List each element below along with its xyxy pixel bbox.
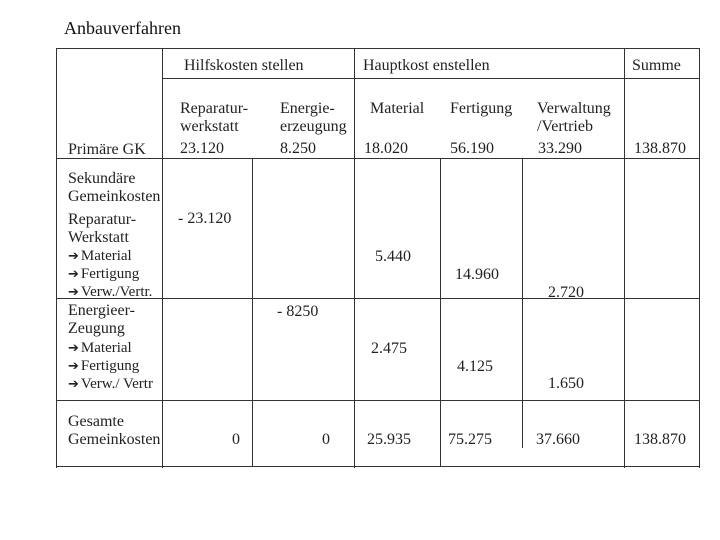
energie-item-material: ➔ Material [68, 340, 132, 356]
primary-summe: 138.870 [634, 140, 686, 157]
col-divider-energie [354, 48, 355, 468]
reparatur-item-verwaltung: ➔ Verw./Vertr. [68, 284, 153, 300]
total-material: 25.935 [367, 431, 411, 448]
table-left-border [56, 48, 57, 468]
reparatur-block-label: Reparatur- Werkstatt [68, 211, 137, 246]
energie-item-verwaltung: ➔ Verw./ Vertr [68, 376, 153, 392]
primary-row-divider [56, 158, 700, 159]
table-bottom-border [56, 466, 700, 467]
primary-reparatur: 23.120 [180, 140, 224, 157]
energie-item-fertigung: ➔ Fertigung [68, 358, 140, 374]
reparatur-item-fertigung: ➔ Fertigung [68, 266, 140, 282]
total-label: Gesamte Gemeinkosten [68, 413, 161, 448]
reparatur-item-material: ➔ Material [68, 248, 132, 264]
arrow-right-icon: ➔ [68, 249, 79, 264]
arrow-right-icon: ➔ [68, 267, 79, 282]
header-reparatur: Reparatur- werkstatt [180, 100, 249, 135]
primary-fertigung: 56.190 [450, 140, 494, 157]
page-title: Anbauverfahren [64, 18, 181, 38]
energie-to-verwaltung: 1.650 [548, 375, 584, 392]
primary-material: 18.020 [364, 140, 408, 157]
reparatur-to-verwaltung: 2.720 [548, 284, 584, 301]
header-energie: Energie- erzeugung [280, 100, 347, 135]
header-summe: Summe [632, 57, 681, 74]
col-divider-reparatur [252, 158, 253, 466]
energie-block-divider [56, 400, 700, 401]
table-top-border [56, 48, 700, 49]
energie-to-fertigung: 4.125 [457, 358, 493, 375]
total-energie: 0 [322, 431, 330, 448]
col-divider-fertigung [522, 158, 523, 448]
energie-block-label: Energieer- Zeugung [68, 302, 135, 337]
primary-verwaltung: 33.290 [538, 140, 582, 157]
arrow-right-icon: ➔ [68, 341, 79, 356]
header-fertigung: Fertigung [450, 100, 513, 117]
col-divider-label [162, 48, 163, 468]
reparatur-to-fertigung: 14.960 [455, 266, 499, 283]
secondary-label: Sekundäre Gemeinkosten [68, 170, 161, 205]
table-right-border [699, 48, 700, 468]
energie-minus: - 8250 [277, 303, 319, 320]
arrow-right-icon: ➔ [68, 359, 79, 374]
arrow-right-icon: ➔ [68, 285, 79, 300]
total-reparatur: 0 [232, 431, 240, 448]
total-summe: 138.870 [634, 431, 686, 448]
header-hauptkost: Hauptkost enstellen [363, 57, 490, 74]
energie-to-material: 2.475 [371, 340, 407, 357]
header-verwaltung: Verwaltung /Vertrieb [537, 100, 611, 135]
header-divider [162, 78, 700, 79]
header-material: Material [370, 100, 425, 117]
col-divider-verwaltung [624, 48, 625, 468]
reparatur-to-material: 5.440 [375, 248, 411, 265]
col-divider-material [440, 158, 441, 466]
arrow-right-icon: ➔ [68, 377, 79, 392]
total-verwaltung: 37.660 [536, 431, 580, 448]
header-hilfskosten: Hilfskosten stellen [184, 57, 304, 74]
reparatur-minus: - 23.120 [178, 210, 232, 227]
primary-energie: 8.250 [280, 140, 316, 157]
total-fertigung: 75.275 [448, 431, 492, 448]
primary-label: Primäre GK [68, 141, 146, 158]
reparatur-block-divider [56, 298, 700, 299]
